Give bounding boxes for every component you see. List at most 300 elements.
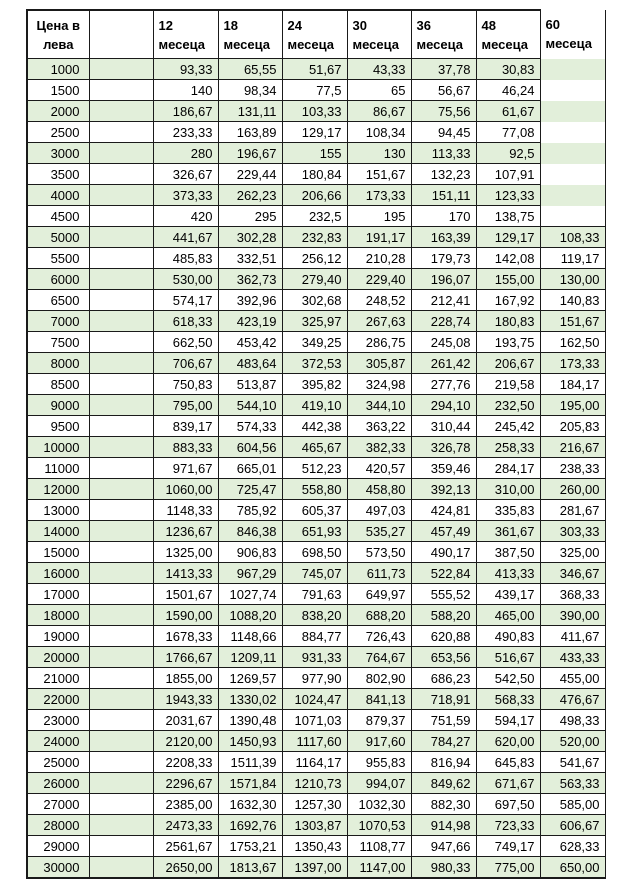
- value-cell: 653,56: [411, 647, 476, 668]
- value-cell: 279,40: [282, 269, 347, 290]
- blank-cell: [89, 773, 153, 794]
- value-cell: 310,44: [411, 416, 476, 437]
- value-cell: 277,76: [411, 374, 476, 395]
- value-cell: 574,17: [153, 290, 218, 311]
- table-row: [27, 395, 605, 416]
- value-cell: 362,73: [218, 269, 282, 290]
- blank-cell: [89, 269, 153, 290]
- price-cell: 4500: [27, 206, 89, 227]
- value-cell: 132,23: [411, 164, 476, 185]
- value-cell: 1590,00: [153, 605, 218, 626]
- value-cell: 37,78: [411, 59, 476, 80]
- value-cell: 180,83: [476, 311, 540, 332]
- value-cell: 140,83: [540, 290, 605, 311]
- value-cell: [540, 122, 605, 143]
- value-cell: 485,83: [153, 248, 218, 269]
- value-cell: 606,67: [540, 815, 605, 836]
- header-line-2: месеца: [416, 36, 464, 52]
- value-cell: 142,08: [476, 248, 540, 269]
- value-cell: 167,92: [476, 290, 540, 311]
- value-cell: 179,73: [411, 248, 476, 269]
- value-cell: 77,5: [282, 80, 347, 101]
- value-cell: 882,30: [411, 794, 476, 815]
- value-cell: [540, 185, 605, 206]
- value-cell: 205,83: [540, 416, 605, 437]
- value-cell: 651,93: [282, 521, 347, 542]
- value-cell: 382,33: [347, 437, 411, 458]
- value-cell: 1060,00: [153, 479, 218, 500]
- value-cell: 1692,76: [218, 815, 282, 836]
- header-line-2: месеца: [287, 36, 335, 52]
- value-cell: 295: [218, 206, 282, 227]
- value-cell: 245,42: [476, 416, 540, 437]
- table-row: [27, 416, 605, 437]
- price-cell: 5000: [27, 227, 89, 248]
- blank-cell: [89, 332, 153, 353]
- value-cell: 841,13: [347, 689, 411, 710]
- value-cell: 490,17: [411, 542, 476, 563]
- blank-cell: [89, 710, 153, 731]
- value-cell: 65,55: [218, 59, 282, 80]
- price-cell: 6000: [27, 269, 89, 290]
- table-row: [27, 605, 605, 626]
- value-cell: 698,50: [282, 542, 347, 563]
- value-cell: 745,07: [282, 563, 347, 584]
- value-cell: 325,97: [282, 311, 347, 332]
- table-row: [27, 836, 605, 857]
- price-cell: 25000: [27, 752, 89, 773]
- table-row: [27, 731, 605, 752]
- table-row: [27, 101, 605, 122]
- value-cell: 280: [153, 143, 218, 164]
- price-cell: 17000: [27, 584, 89, 605]
- price-cell: 4000: [27, 185, 89, 206]
- value-cell: 2296,67: [153, 773, 218, 794]
- table-row: [27, 332, 605, 353]
- table-row: [27, 521, 605, 542]
- value-cell: 568,33: [476, 689, 540, 710]
- value-cell: 775,00: [476, 857, 540, 879]
- value-cell: 392,96: [218, 290, 282, 311]
- value-cell: 530,00: [153, 269, 218, 290]
- price-cell: 8500: [27, 374, 89, 395]
- value-cell: 346,67: [540, 563, 605, 584]
- value-cell: 558,80: [282, 479, 347, 500]
- table-row: [27, 626, 605, 647]
- value-cell: 516,67: [476, 647, 540, 668]
- value-cell: 980,33: [411, 857, 476, 879]
- value-cell: 1108,77: [347, 836, 411, 857]
- value-cell: 563,33: [540, 773, 605, 794]
- price-cell: 29000: [27, 836, 89, 857]
- blank-cell: [89, 353, 153, 374]
- value-cell: 94,45: [411, 122, 476, 143]
- value-cell: 994,07: [347, 773, 411, 794]
- value-cell: 395,82: [282, 374, 347, 395]
- header-line-1: 12: [158, 17, 173, 33]
- blank-cell: [89, 794, 153, 815]
- value-cell: 906,83: [218, 542, 282, 563]
- blank-cell: [89, 836, 153, 857]
- blank-cell: [89, 605, 153, 626]
- price-cell: 30000: [27, 857, 89, 879]
- value-cell: 232,5: [282, 206, 347, 227]
- value-cell: 2473,33: [153, 815, 218, 836]
- price-cell: 10000: [27, 437, 89, 458]
- blank-cell: [89, 689, 153, 710]
- value-cell: 1147,00: [347, 857, 411, 879]
- value-cell: 108,33: [540, 227, 605, 248]
- value-cell: 245,08: [411, 332, 476, 353]
- header-line-2: месеца: [545, 36, 593, 52]
- value-cell: 706,67: [153, 353, 218, 374]
- value-cell: 206,67: [476, 353, 540, 374]
- value-cell: 605,37: [282, 500, 347, 521]
- value-cell: 108,34: [347, 122, 411, 143]
- value-cell: 2650,00: [153, 857, 218, 879]
- value-cell: 294,10: [411, 395, 476, 416]
- value-cell: 131,11: [218, 101, 282, 122]
- blank-cell: [89, 311, 153, 332]
- value-cell: 151,67: [540, 311, 605, 332]
- value-cell: 238,33: [540, 458, 605, 479]
- value-cell: 163,39: [411, 227, 476, 248]
- value-cell: 368,33: [540, 584, 605, 605]
- value-cell: 594,17: [476, 710, 540, 731]
- value-cell: 1236,67: [153, 521, 218, 542]
- table-row: [27, 227, 605, 248]
- value-cell: 1390,48: [218, 710, 282, 731]
- price-cell: 7500: [27, 332, 89, 353]
- value-cell: 107,91: [476, 164, 540, 185]
- header-line-1: 30: [352, 17, 367, 33]
- value-cell: 1511,39: [218, 752, 282, 773]
- value-cell: 2385,00: [153, 794, 218, 815]
- value-cell: 544,10: [218, 395, 282, 416]
- value-cell: 180,84: [282, 164, 347, 185]
- header-line-2: лева: [43, 36, 74, 52]
- value-cell: [540, 59, 605, 80]
- table-row: [27, 59, 605, 80]
- value-cell: 1071,03: [282, 710, 347, 731]
- value-cell: 325,00: [540, 542, 605, 563]
- blank-cell: [89, 122, 153, 143]
- value-cell: 1632,30: [218, 794, 282, 815]
- price-cell: 12000: [27, 479, 89, 500]
- table-row: [27, 122, 605, 143]
- value-cell: 490,83: [476, 626, 540, 647]
- value-cell: 476,67: [540, 689, 605, 710]
- value-cell: 151,11: [411, 185, 476, 206]
- value-cell: 725,47: [218, 479, 282, 500]
- header-36-months: [411, 10, 476, 59]
- header-60-months: [540, 10, 605, 59]
- table-row: [27, 857, 605, 879]
- value-cell: 229,44: [218, 164, 282, 185]
- value-cell: 103,33: [282, 101, 347, 122]
- header-blank: [89, 10, 153, 59]
- value-cell: 155,00: [476, 269, 540, 290]
- blank-cell: [89, 500, 153, 521]
- header-line-2: месеца: [352, 36, 400, 52]
- table-row: [27, 164, 605, 185]
- price-cell: 24000: [27, 731, 89, 752]
- price-cell: 21000: [27, 668, 89, 689]
- value-cell: 914,98: [411, 815, 476, 836]
- table-row: [27, 689, 605, 710]
- blank-cell: [89, 416, 153, 437]
- blank-cell: [89, 479, 153, 500]
- value-cell: 267,63: [347, 311, 411, 332]
- header-price: [27, 10, 89, 59]
- value-cell: 284,17: [476, 458, 540, 479]
- value-cell: 212,41: [411, 290, 476, 311]
- value-cell: 802,90: [347, 668, 411, 689]
- value-cell: 574,33: [218, 416, 282, 437]
- value-cell: 51,67: [282, 59, 347, 80]
- blank-cell: [89, 584, 153, 605]
- header-18-months: [218, 10, 282, 59]
- header-line-1: 60: [545, 17, 560, 33]
- table-row: [27, 143, 605, 164]
- value-cell: 387,50: [476, 542, 540, 563]
- price-cell: 27000: [27, 794, 89, 815]
- value-cell: 1209,11: [218, 647, 282, 668]
- price-cell: 19000: [27, 626, 89, 647]
- table-row: [27, 269, 605, 290]
- value-cell: [540, 101, 605, 122]
- table-row: [27, 185, 605, 206]
- value-cell: 453,42: [218, 332, 282, 353]
- price-cell: 26000: [27, 773, 89, 794]
- blank-cell: [89, 248, 153, 269]
- price-cell: 1000: [27, 59, 89, 80]
- value-cell: 1855,00: [153, 668, 218, 689]
- price-cell: 28000: [27, 815, 89, 836]
- value-cell: 228,74: [411, 311, 476, 332]
- value-cell: 186,67: [153, 101, 218, 122]
- value-cell: 129,17: [282, 122, 347, 143]
- blank-cell: [89, 815, 153, 836]
- value-cell: 620,88: [411, 626, 476, 647]
- value-cell: 420,57: [347, 458, 411, 479]
- value-cell: 513,87: [218, 374, 282, 395]
- value-cell: 611,73: [347, 563, 411, 584]
- value-cell: 795,00: [153, 395, 218, 416]
- value-cell: 420: [153, 206, 218, 227]
- value-cell: 2208,33: [153, 752, 218, 773]
- value-cell: 229,40: [347, 269, 411, 290]
- value-cell: 1117,60: [282, 731, 347, 752]
- table-row: [27, 206, 605, 227]
- value-cell: 750,83: [153, 374, 218, 395]
- price-cell: 15000: [27, 542, 89, 563]
- blank-cell: [89, 857, 153, 879]
- price-cell: 3000: [27, 143, 89, 164]
- value-cell: 359,46: [411, 458, 476, 479]
- value-cell: 155: [282, 143, 347, 164]
- value-cell: 349,25: [282, 332, 347, 353]
- value-cell: 373,33: [153, 185, 218, 206]
- value-cell: 372,53: [282, 353, 347, 374]
- price-cell: 6500: [27, 290, 89, 311]
- value-cell: 650,00: [540, 857, 605, 879]
- value-cell: [540, 143, 605, 164]
- blank-cell: [89, 437, 153, 458]
- blank-cell: [89, 101, 153, 122]
- value-cell: 219,58: [476, 374, 540, 395]
- value-cell: [540, 164, 605, 185]
- value-cell: 1413,33: [153, 563, 218, 584]
- table-row: [27, 668, 605, 689]
- blank-cell: [89, 206, 153, 227]
- value-cell: 465,67: [282, 437, 347, 458]
- value-cell: 784,27: [411, 731, 476, 752]
- value-cell: 497,03: [347, 500, 411, 521]
- value-cell: 1164,17: [282, 752, 347, 773]
- value-cell: 77,08: [476, 122, 540, 143]
- price-cell: 8000: [27, 353, 89, 374]
- price-cell: 9500: [27, 416, 89, 437]
- value-cell: 86,67: [347, 101, 411, 122]
- value-cell: 184,17: [540, 374, 605, 395]
- value-cell: 195: [347, 206, 411, 227]
- value-cell: 119,17: [540, 248, 605, 269]
- value-cell: 140: [153, 80, 218, 101]
- value-cell: 498,33: [540, 710, 605, 731]
- value-cell: 628,33: [540, 836, 605, 857]
- value-cell: 261,42: [411, 353, 476, 374]
- header-line-2: месеца: [223, 36, 271, 52]
- value-cell: 838,20: [282, 605, 347, 626]
- blank-cell: [89, 395, 153, 416]
- price-cell: 11000: [27, 458, 89, 479]
- value-cell: 1678,33: [153, 626, 218, 647]
- value-cell: 332,51: [218, 248, 282, 269]
- price-cell: 20000: [27, 647, 89, 668]
- value-cell: 163,89: [218, 122, 282, 143]
- value-cell: 216,67: [540, 437, 605, 458]
- value-cell: 1148,66: [218, 626, 282, 647]
- value-cell: 645,83: [476, 752, 540, 773]
- header-row: [27, 10, 605, 59]
- value-cell: 1330,02: [218, 689, 282, 710]
- value-cell: 955,83: [347, 752, 411, 773]
- value-cell: 173,33: [540, 353, 605, 374]
- value-cell: 1813,67: [218, 857, 282, 879]
- price-cell: 2500: [27, 122, 89, 143]
- value-cell: 392,13: [411, 479, 476, 500]
- value-cell: 1088,20: [218, 605, 282, 626]
- value-cell: 884,77: [282, 626, 347, 647]
- value-cell: 344,10: [347, 395, 411, 416]
- value-cell: 849,62: [411, 773, 476, 794]
- value-cell: 439,17: [476, 584, 540, 605]
- value-cell: 281,67: [540, 500, 605, 521]
- value-cell: 419,10: [282, 395, 347, 416]
- value-cell: 1027,74: [218, 584, 282, 605]
- value-cell: 1032,30: [347, 794, 411, 815]
- blank-cell: [89, 59, 153, 80]
- price-cell: 2000: [27, 101, 89, 122]
- value-cell: 588,20: [411, 605, 476, 626]
- value-cell: 193,75: [476, 332, 540, 353]
- value-cell: 555,52: [411, 584, 476, 605]
- value-cell: 573,50: [347, 542, 411, 563]
- value-cell: 56,67: [411, 80, 476, 101]
- value-cell: 170: [411, 206, 476, 227]
- value-cell: 191,17: [347, 227, 411, 248]
- value-cell: 151,67: [347, 164, 411, 185]
- price-cell: 9000: [27, 395, 89, 416]
- value-cell: 390,00: [540, 605, 605, 626]
- value-cell: 1269,57: [218, 668, 282, 689]
- blank-cell: [89, 626, 153, 647]
- blank-cell: [89, 542, 153, 563]
- value-cell: 162,50: [540, 332, 605, 353]
- value-cell: 846,38: [218, 521, 282, 542]
- table-row: [27, 479, 605, 500]
- table-row: [27, 794, 605, 815]
- table-row: [27, 647, 605, 668]
- table-body: [27, 59, 605, 879]
- value-cell: 411,67: [540, 626, 605, 647]
- value-cell: 46,24: [476, 80, 540, 101]
- value-cell: 1350,43: [282, 836, 347, 857]
- table-row: [27, 542, 605, 563]
- value-cell: 764,67: [347, 647, 411, 668]
- value-cell: 65: [347, 80, 411, 101]
- value-cell: 423,19: [218, 311, 282, 332]
- value-cell: 457,49: [411, 521, 476, 542]
- value-cell: 196,07: [411, 269, 476, 290]
- value-cell: 1571,84: [218, 773, 282, 794]
- value-cell: 433,33: [540, 647, 605, 668]
- value-cell: 1753,21: [218, 836, 282, 857]
- value-cell: 977,90: [282, 668, 347, 689]
- blank-cell: [89, 647, 153, 668]
- value-cell: 649,97: [347, 584, 411, 605]
- value-cell: 1024,47: [282, 689, 347, 710]
- header-line-1: 48: [481, 17, 496, 33]
- value-cell: 1766,67: [153, 647, 218, 668]
- header-line-2: месеца: [481, 36, 529, 52]
- value-cell: 210,28: [347, 248, 411, 269]
- header-12-months: [153, 10, 218, 59]
- table-row: [27, 563, 605, 584]
- price-cell: 7000: [27, 311, 89, 332]
- price-cell: 16000: [27, 563, 89, 584]
- value-cell: 620,00: [476, 731, 540, 752]
- table-row: [27, 353, 605, 374]
- blank-cell: [89, 752, 153, 773]
- value-cell: 749,17: [476, 836, 540, 857]
- blank-cell: [89, 668, 153, 689]
- table-row: [27, 290, 605, 311]
- value-cell: 335,83: [476, 500, 540, 521]
- table-row: [27, 584, 605, 605]
- value-cell: 206,66: [282, 185, 347, 206]
- value-cell: 173,33: [347, 185, 411, 206]
- value-cell: 686,23: [411, 668, 476, 689]
- value-cell: 123,33: [476, 185, 540, 206]
- value-cell: 43,33: [347, 59, 411, 80]
- value-cell: 2031,67: [153, 710, 218, 731]
- value-cell: 361,67: [476, 521, 540, 542]
- blank-cell: [89, 731, 153, 752]
- blank-cell: [89, 563, 153, 584]
- value-cell: 93,33: [153, 59, 218, 80]
